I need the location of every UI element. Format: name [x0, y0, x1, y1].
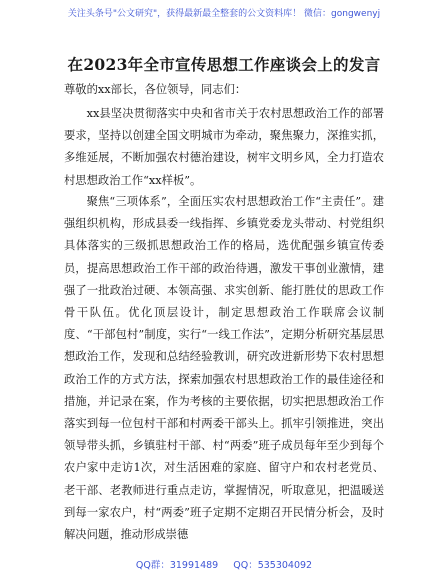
document-title: 在2023年全市宣传思想工作座谈会上的发言	[67, 55, 381, 74]
promo-banner: 关注头条号"公文研究"，获得最新最全整套的公文资料库！ 微信：gongwenyj	[67, 9, 381, 19]
paragraph-2: 聚焦“三项体系”，全面压实农村思想政治工作“主责任”。建强组织机构，形成县委一线指挥、乡镇党委龙头带动、村党组织具体落实的三级抓思想政治工作的格局，选优配强乡镇宣传委员，提高思想政治工作干部的政治待遇，激发干事创业激情，建强了一批政治过硬、本领高强、求实创新、能打胜仗的思政工作骨干队伍。优化顶层设计，制定思想政治工作联席会议制度、“干部包村”制度，实行“一线工作法”，定期分析研究基层思想政治工作，发现和总结经验教训，研究改进新形势下农村思想政治工作的方式方法，探索加强农村思想政治工作的最佳途径和措施，并记录在案，作为考核的主要依据，切实把思想政治工作落实到每一位包村干部和村两委干部头上。抓牢引领推进，突出领导带头抓，乡镇驻村干部、村“两委”班子成员每年至少到每个农户家中走访1次，对生活困难的家庭、留守户和农村老党员、老干部、老教师进行重点走访，掌握情况，听取意见，把温暖送到每一家农户，村“两委”班子定期不定期召开民情分析会，及时解决问题，推动形成崇德	[64, 195, 384, 542]
paragraph-1: xx县坚决贯彻落实中央和省市关于农村思想政治工作的部署要求，坚持以创建全国文明城市为牵动，聚焦聚力，深推实抓，多维延展，不断加强农村德治建设，树牢文明乡风，全力打造农村思想政治工作“xx样板”。	[64, 107, 384, 187]
contact-footer	[0, 557, 448, 571]
qq-text: QQ：535304092	[233, 560, 313, 571]
salutation: 尊敬的xx部长，各位领导，同志们：	[64, 83, 247, 96]
qq-group-text: QQ群：31991489	[135, 560, 219, 571]
